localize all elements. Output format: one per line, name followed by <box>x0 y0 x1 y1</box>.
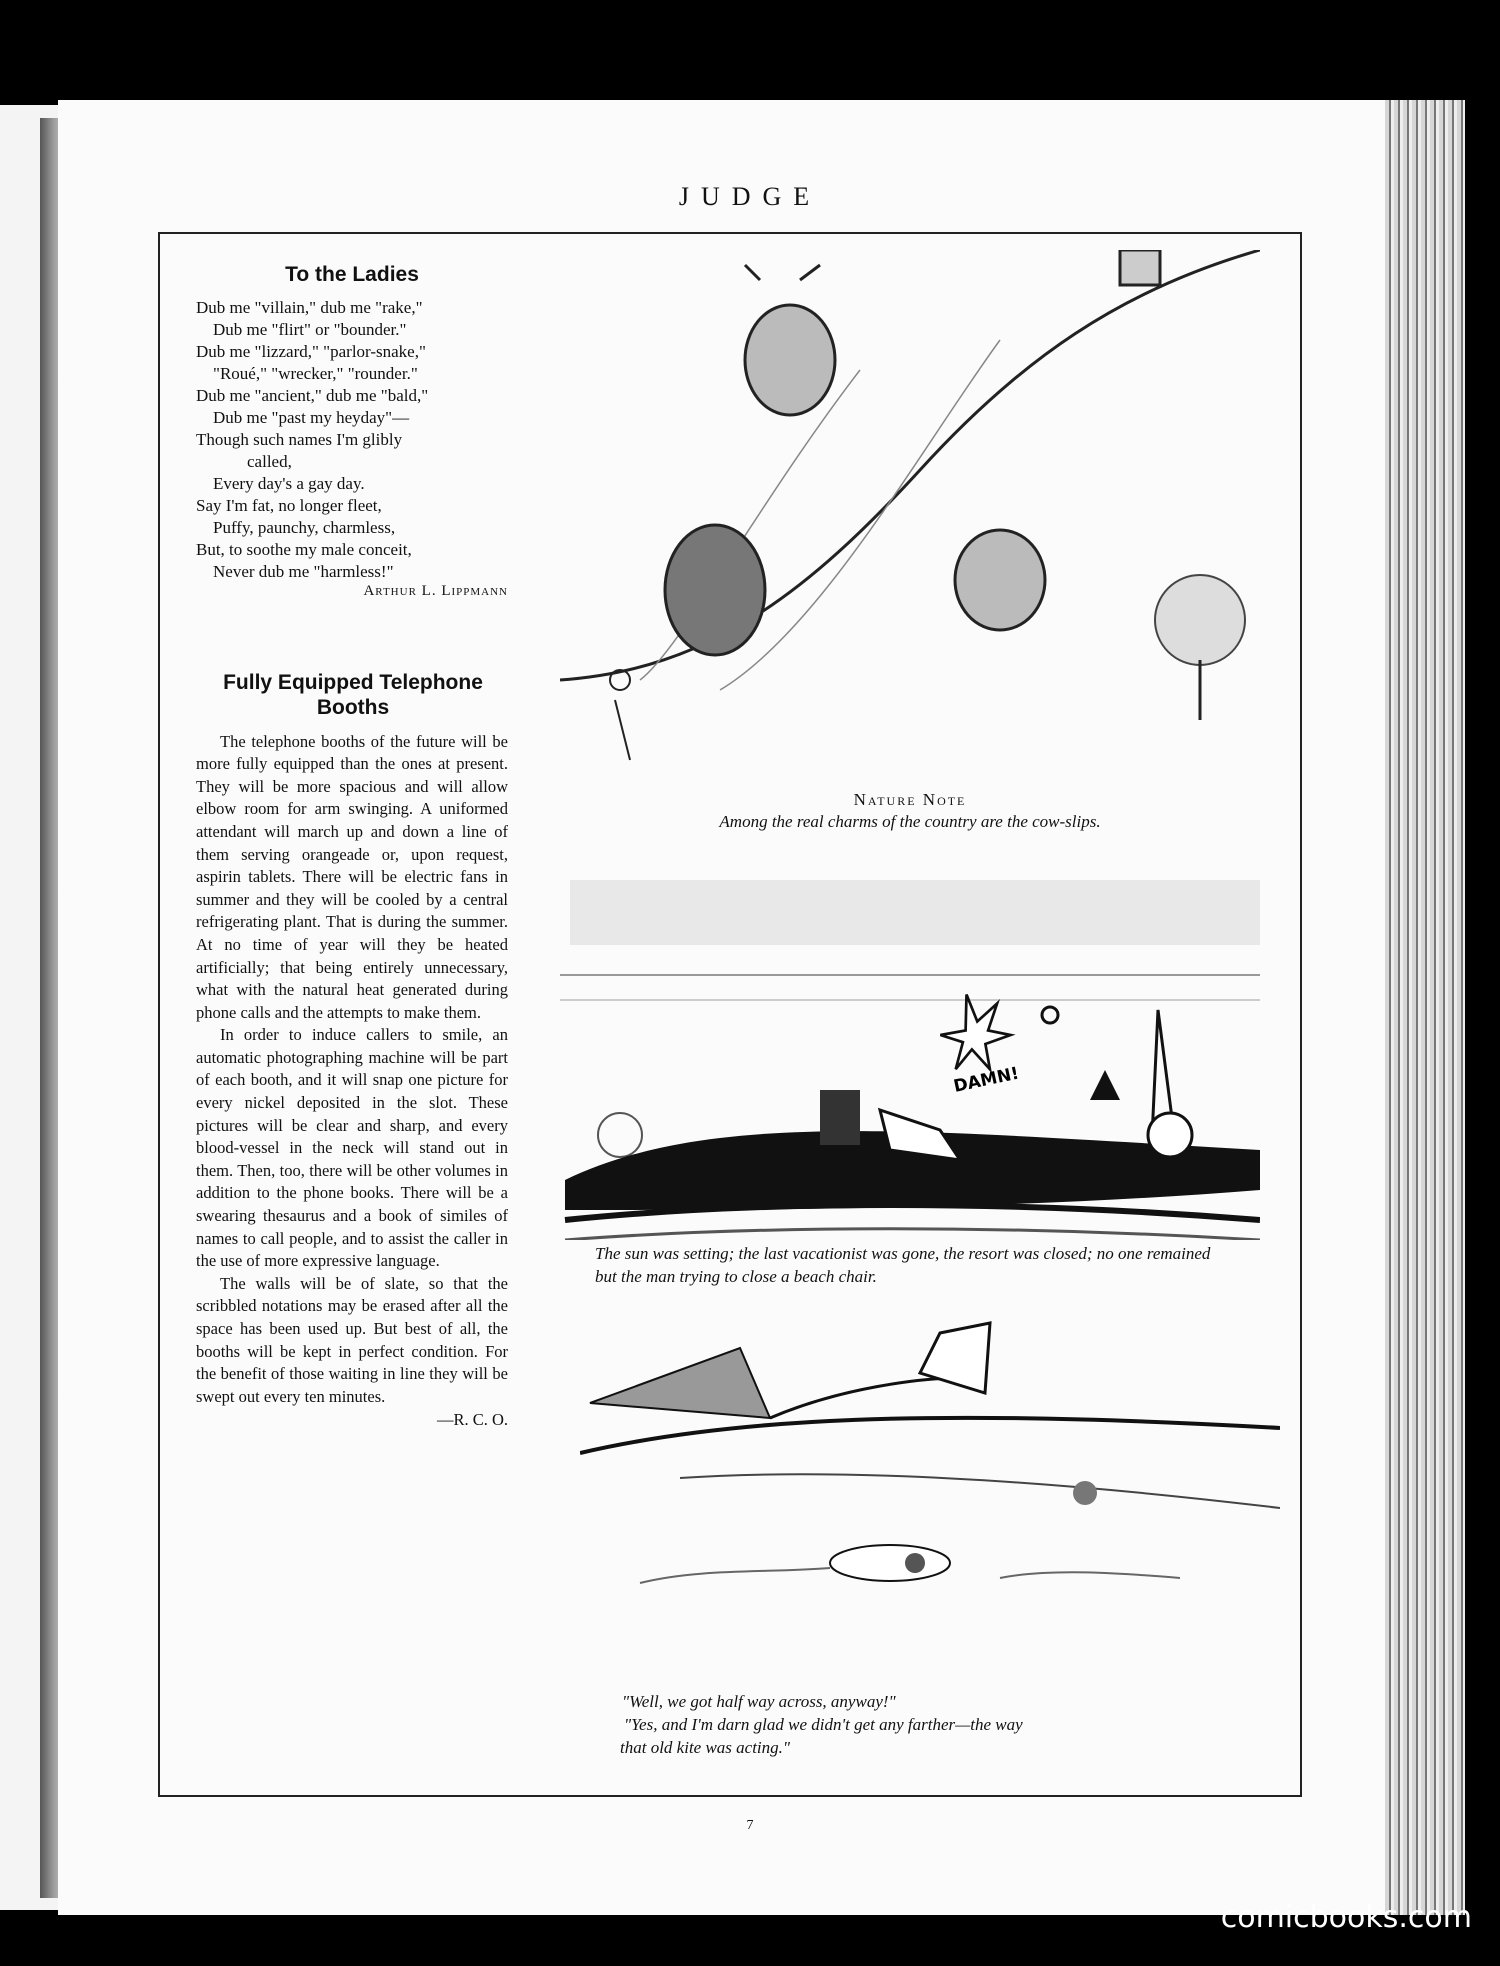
article-paragraph: The walls will be of slate, so that the scribbled notations may be erased after all the space has been used up. But best of all, the booths will be kept in perfect condition. For the benefit of those waiting in line they will be swept out every ten minutes. <box>196 1273 508 1406</box>
masthead: JUDGE <box>678 182 822 211</box>
cartoon-3-caption-line: that old kite was acting." <box>620 1738 791 1757</box>
poem-line: Though such names I'm glibly <box>196 430 403 450</box>
cartoon-3-caption-block <box>620 1690 1260 1759</box>
poem-line: called, <box>196 452 292 472</box>
poem-line: Never dub me "harmless!" <box>196 562 394 582</box>
poem-line: Dub me "past my heyday"— <box>196 408 410 428</box>
page-number: 7 <box>746 1818 754 1833</box>
site-watermark: comicbooks.com <box>1220 1900 1472 1935</box>
poem-line: But, to soothe my male conceit, <box>196 540 412 560</box>
left-column <box>196 262 508 1430</box>
cartoon-2-caption: The sun was setting; the last vacationist was gone, the resort was closed; no one remained but the man trying to close a beach chair. <box>595 1244 1211 1286</box>
poem-line: "Roué," "wrecker," "rounder." <box>196 364 418 384</box>
poem-line: Dub me "villain," dub me "rake," <box>196 298 423 318</box>
article-paragraph: The telephone booths of the future will be more fully equipped than the ones at present. They will be more spacious and will allow elbow room for arm swinging. A uniformed attendant will march up and down a line of them serving orangeade or, upon request, aspirin tablets. There will be electric fans in summer and they will be cooled by a central refrigerating plant. That is during the summer. At no time of year will they be heated artificially; that being entirely unnecessary, what with the natural heat generated during phone calls and the attempts to make them. <box>196 731 508 1022</box>
poem-line: Say I'm fat, no longer fleet, <box>196 496 382 516</box>
poem-author: Arthur L. Lippmann <box>363 583 508 600</box>
poem-line: Dub me "flirt" or "bounder." <box>196 320 407 340</box>
poem-line: Every day's a gay day. <box>196 474 365 494</box>
cartoon-1-caption-block <box>600 790 1220 833</box>
page-stack-edges <box>1385 100 1465 1915</box>
cartoon-plane-crash <box>580 1318 1280 1688</box>
cartoon-3-caption-line: "Yes, and I'm darn glad we didn't get any farther—the way <box>624 1715 1023 1734</box>
cartoon-1-title: Nature Note <box>853 790 967 809</box>
article-title: Fully Equipped Telephone Booths <box>223 671 483 720</box>
poem-line: Dub me "lizzard," "parlor-snake," <box>196 342 426 362</box>
cartoon-3-caption-line: "Well, we got half way across, anyway!" <box>622 1692 896 1711</box>
poem-body <box>196 297 508 583</box>
cartoon-2-exclamation: DAMN! <box>951 1063 1021 1097</box>
poem-title: To the Ladies <box>285 263 419 286</box>
cartoon-1-caption: Among the real charms of the country are the cow-slips. <box>719 812 1101 831</box>
cartoon-beach-chair <box>560 880 1260 1240</box>
article-signature: —R. C. O. <box>436 1410 508 1430</box>
article-paragraph: In order to induce callers to smile, an automatic photographing machine will be part of each booth, and it will snap one picture for every nickel deposited in the slot. These pictures will be clear and sharp, and every blood-vessel in the neck will stand out in them. Then, too, there will be other volumes in addition to the phone books. There will be a swearing thesaurus and a book of similes of names to call people, and to assist the caller in the use of more expressive language. <box>196 1025 508 1271</box>
poem-line: Puffy, paunchy, charmless, <box>196 518 396 538</box>
cartoon-cow-slips <box>560 250 1260 785</box>
poem-line: Dub me "ancient," dub me "bald," <box>196 386 429 406</box>
